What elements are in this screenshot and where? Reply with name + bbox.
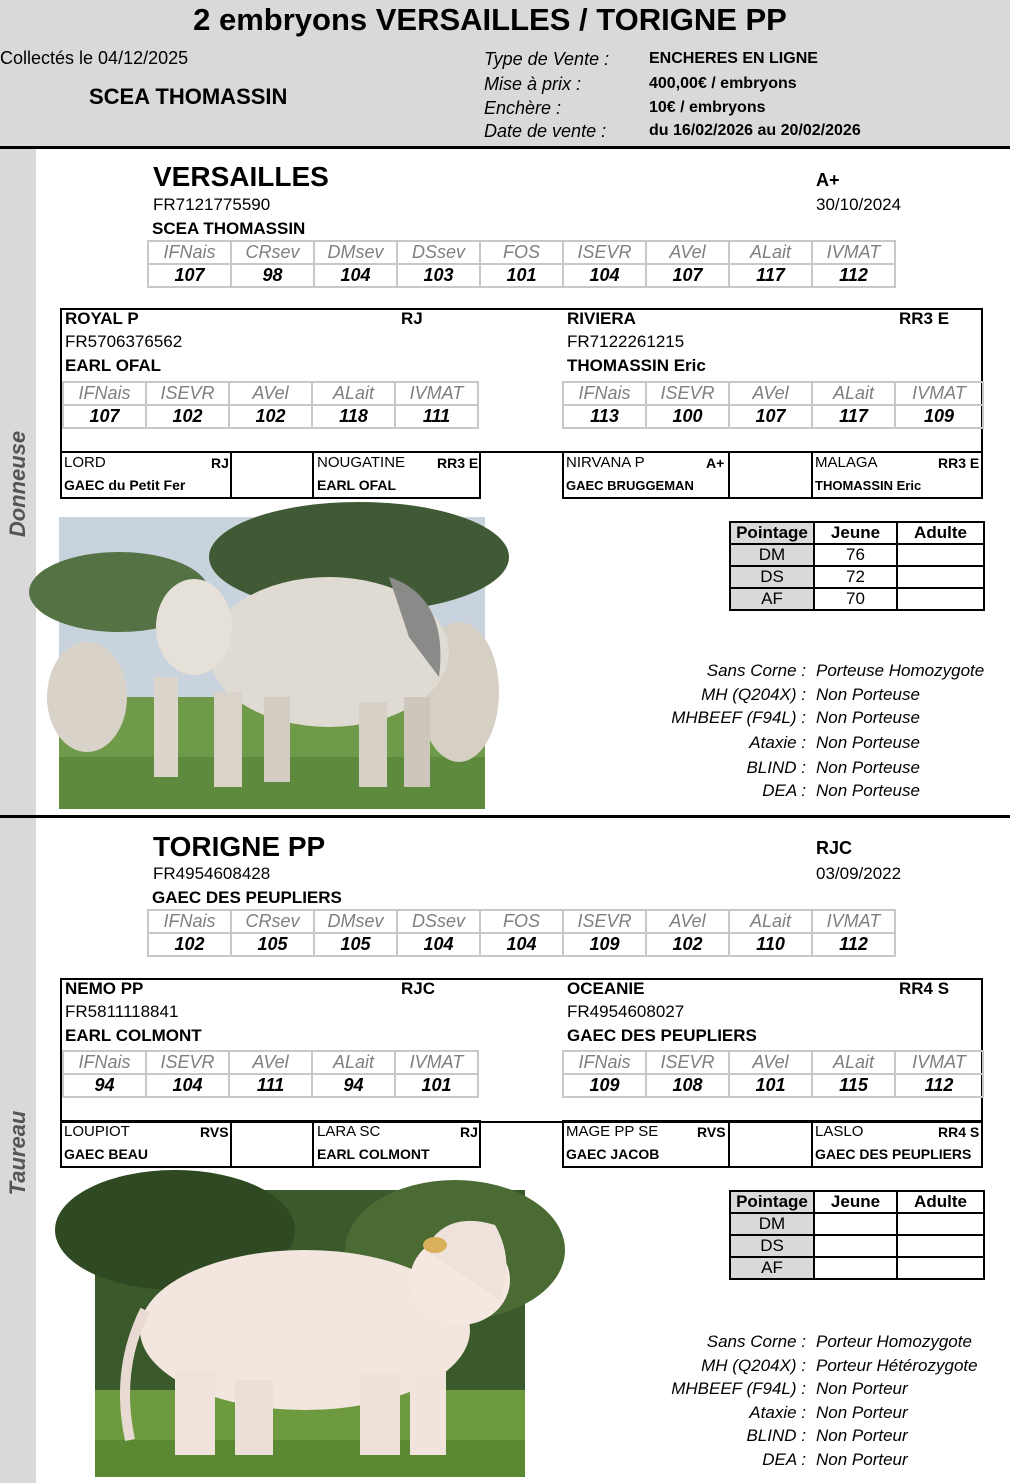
index-header: AVel: [729, 382, 812, 405]
cell-divider: [811, 451, 813, 499]
index-header: AVel: [229, 1051, 312, 1074]
bull-grade: RJC: [816, 838, 853, 858]
index-value: 101: [480, 264, 563, 287]
donor-dam-index-table: [562, 381, 984, 429]
index-header: ISEVR: [563, 241, 646, 264]
index-header: IVMAT: [395, 1051, 478, 1074]
index-value: 109: [895, 405, 983, 428]
index-value: 111: [229, 1074, 312, 1097]
index-header: ISEVR: [646, 382, 729, 405]
grandparent-name: LORD: [64, 454, 106, 471]
grandparent-owner: GAEC JACOB: [566, 1146, 660, 1162]
bull-name: TORIGNE PP: [153, 831, 326, 862]
index-header: IFNais: [63, 382, 146, 405]
pointage-header: Pointage: [730, 522, 814, 544]
index-value: 101: [395, 1074, 478, 1097]
donor-sire-grade: RJ: [401, 309, 423, 328]
index-value: 112: [895, 1074, 983, 1097]
pointage-adulte: [897, 544, 984, 566]
genetic-label: Ataxie :: [749, 733, 806, 752]
index-value: 113: [563, 405, 646, 428]
cell-divider: [230, 1120, 232, 1168]
page-title: 2 embryons VERSAILLES / TORIGNE PP: [193, 2, 787, 37]
index-header: DSsev: [397, 241, 480, 264]
index-value: 104: [563, 264, 646, 287]
cell-divider: [312, 451, 314, 499]
taureau-section-label: Taureau: [5, 1110, 30, 1196]
sale-type-label: Type de Vente :: [484, 49, 610, 69]
cell-divider: [230, 451, 232, 499]
genetic-label: MH (Q204X) :: [701, 685, 806, 704]
index-value: 94: [63, 1074, 146, 1097]
bull-pointage-table: [729, 1190, 985, 1280]
index-header: AVel: [646, 910, 729, 933]
bull-id: FR4954608428: [153, 864, 271, 883]
index-header: ALait: [812, 1051, 895, 1074]
grandparent-name: NIRVANA P: [566, 454, 645, 471]
bull-owner: GAEC DES PEUPLIERS: [152, 888, 342, 907]
pointage-label: DS: [730, 566, 814, 588]
genetic-label: DEA :: [762, 1450, 806, 1469]
index-header: CRsev: [231, 241, 314, 264]
pointage-header: Adulte: [897, 1191, 984, 1213]
genetic-value: Non Porteur: [816, 1426, 908, 1445]
grandparent-owner: GAEC DES PEUPLIERS: [815, 1146, 972, 1162]
index-header: IVMAT: [812, 241, 895, 264]
pointage-label: DS: [730, 1235, 814, 1257]
index-value: 104: [146, 1074, 229, 1097]
pointage-adulte: [897, 1235, 984, 1257]
grandparent-name: MALAGA: [815, 454, 878, 471]
pointage-adulte: [897, 566, 984, 588]
index-header: IFNais: [148, 241, 231, 264]
pointage-jeune: 70: [814, 588, 897, 610]
index-header: IVMAT: [895, 1051, 983, 1074]
genetic-value: Non Porteuse: [816, 758, 920, 777]
index-value: 107: [148, 264, 231, 287]
bull-sire-grade: RJC: [401, 979, 436, 998]
donor-sire-index-table: [62, 381, 479, 429]
grandparent-owner: EARL COLMONT: [317, 1146, 430, 1162]
header-divider: [0, 146, 1010, 149]
genetic-label: DEA :: [762, 781, 806, 800]
grandparent-name: LASLO: [815, 1123, 864, 1140]
donneuse-side-band: [0, 149, 36, 815]
index-header: FOS: [480, 241, 563, 264]
index-header: DMsev: [314, 910, 397, 933]
genetic-value: Non Porteuse: [816, 708, 920, 727]
index-value: 102: [646, 933, 729, 956]
index-header: ALait: [312, 382, 395, 405]
genetic-label: MHBEEF (F94L) :: [671, 708, 806, 727]
section-divider: [0, 815, 1010, 818]
grandparent-grade: RR3 E: [437, 455, 479, 471]
donneuse-section-label: Donneuse: [5, 430, 30, 538]
breeder-name: SCEA THOMASSIN: [89, 84, 288, 109]
pointage-jeune: [814, 1235, 897, 1257]
pointage-jeune: 72: [814, 566, 897, 588]
index-header: AVel: [229, 382, 312, 405]
bull-sire-owner: EARL COLMONT: [65, 1026, 202, 1045]
index-header: IVMAT: [895, 382, 983, 405]
index-header: ISEVR: [563, 910, 646, 933]
index-value: 103: [397, 264, 480, 287]
donor-sire-name: ROYAL P: [65, 309, 139, 328]
index-value: 112: [812, 933, 895, 956]
index-header: ALait: [812, 382, 895, 405]
bid-label: Enchère :: [484, 98, 562, 118]
grandparent-owner: EARL OFAL: [317, 477, 397, 493]
index-header: IVMAT: [395, 382, 478, 405]
genetic-label: BLIND :: [746, 758, 806, 777]
grandparent-grade: RJ: [460, 1124, 478, 1140]
pointage-label: AF: [730, 588, 814, 610]
grandparent-grade: RR3 E: [938, 455, 980, 471]
index-header: IFNais: [63, 1051, 146, 1074]
pointage-jeune: [814, 1257, 897, 1279]
index-value: 104: [480, 933, 563, 956]
pointage-jeune: [814, 1213, 897, 1235]
index-value: 98: [231, 264, 314, 287]
index-value: 105: [231, 933, 314, 956]
genetic-value: Non Porteuse: [816, 685, 920, 704]
donor-grade: A+: [816, 170, 840, 190]
pointage-header: Adulte: [897, 522, 984, 544]
donor-dam-name: RIVIERA: [567, 309, 636, 328]
bull-sire-name: NEMO PP: [65, 979, 144, 998]
bull-dam-name: OCEANIE: [567, 979, 645, 998]
index-header: ISEVR: [146, 1051, 229, 1074]
grandparent-grade: RVS: [697, 1124, 726, 1140]
grandparent-grade: RVS: [200, 1124, 229, 1140]
genetic-label: Sans Corne :: [706, 661, 806, 680]
index-value: 94: [312, 1074, 395, 1097]
cell-divider: [312, 1120, 314, 1168]
index-value: 115: [812, 1074, 895, 1097]
index-header: ALait: [312, 1051, 395, 1074]
index-header: IFNais: [563, 1051, 646, 1074]
sale-date-value: du 16/02/2026 au 20/02/2026: [649, 122, 861, 139]
genetic-value: Non Porteur: [816, 1379, 908, 1398]
index-value: 102: [146, 405, 229, 428]
index-value: 102: [229, 405, 312, 428]
donor-dam-grade: RR3 E: [899, 309, 950, 328]
index-header: FOS: [480, 910, 563, 933]
pointage-header: Pointage: [730, 1191, 814, 1213]
index-value: 110: [729, 933, 812, 956]
index-value: 107: [646, 264, 729, 287]
pointage-header: Jeune: [814, 522, 897, 544]
donor-id: FR7121775590: [153, 195, 271, 214]
index-value: 118: [312, 405, 395, 428]
index-value: 104: [314, 264, 397, 287]
index-value: 108: [646, 1074, 729, 1097]
genetic-value: Porteur Homozygote: [816, 1332, 972, 1351]
index-header: IFNais: [563, 382, 646, 405]
genetic-value: Porteuse Homozygote: [816, 661, 985, 680]
grandparent-grade: RR4 S: [938, 1124, 980, 1140]
index-value: 111: [395, 405, 478, 428]
index-value: 104: [397, 933, 480, 956]
genetic-value: Non Porteur: [816, 1450, 908, 1469]
grandparent-name: LARA SC: [317, 1123, 381, 1140]
bull-dam-id: FR4954608027: [567, 1002, 685, 1021]
grandparent-owner: GAEC BRUGGEMAN: [566, 478, 694, 493]
pointage-header: Jeune: [814, 1191, 897, 1213]
bull-index-table: [147, 909, 896, 957]
donor-dam-owner: THOMASSIN Eric: [567, 356, 706, 375]
cell-divider: [728, 1120, 730, 1168]
bull-sire-id: FR5811118841: [65, 1002, 179, 1021]
index-header: IFNais: [148, 910, 231, 933]
pointage-adulte: [897, 1257, 984, 1279]
genetic-label: Sans Corne :: [706, 1332, 806, 1351]
index-value: 117: [729, 264, 812, 287]
pointage-jeune: 76: [814, 544, 897, 566]
index-value: 101: [729, 1074, 812, 1097]
index-value: 102: [148, 933, 231, 956]
collection-date: Collectés le 04/12/2025: [0, 48, 189, 68]
index-header: CRsev: [231, 910, 314, 933]
index-value: 112: [812, 264, 895, 287]
index-header: ISEVR: [646, 1051, 729, 1074]
index-value: 109: [563, 933, 646, 956]
donor-cow-photo: [59, 517, 485, 809]
bull-sire-index-table: [62, 1050, 479, 1098]
grandparent-grade: RJ: [211, 455, 229, 471]
index-header: AVel: [729, 1051, 812, 1074]
index-value: 107: [63, 405, 146, 428]
genetic-value: Porteur Hétérozygote: [816, 1356, 978, 1375]
donor-sire-id: FR5706376562: [65, 332, 183, 351]
grandparent-name: NOUGATINE: [317, 454, 406, 471]
start-price-value: 400,00€ / embryons: [649, 75, 797, 92]
genetic-value: Non Porteuse: [816, 781, 920, 800]
bull-photo: [95, 1190, 525, 1477]
grandparent-owner: GAEC du Petit Fer: [64, 477, 186, 493]
grandparent-name: MAGE PP SE: [566, 1123, 659, 1140]
index-header: ISEVR: [146, 382, 229, 405]
genetic-value: Non Porteuse: [816, 733, 920, 752]
donor-dam-id: FR7122261215: [567, 332, 685, 351]
cell-divider: [728, 451, 730, 499]
pointage-adulte: [897, 1213, 984, 1235]
genetic-label: Ataxie :: [749, 1403, 806, 1422]
index-value: 117: [812, 405, 895, 428]
grandparent-grade: A+: [706, 455, 725, 471]
pointage-label: DM: [730, 544, 814, 566]
grandparent-owner: GAEC BEAU: [64, 1146, 149, 1162]
index-header: DSsev: [397, 910, 480, 933]
index-header: ALait: [729, 241, 812, 264]
taureau-side-band: [0, 818, 36, 1483]
genetic-label: BLIND :: [746, 1426, 806, 1445]
index-header: ALait: [729, 910, 812, 933]
index-value: 107: [729, 405, 812, 428]
index-header: IVMAT: [812, 910, 895, 933]
donor-sire-owner: EARL OFAL: [65, 356, 162, 375]
index-value: 109: [563, 1074, 646, 1097]
donor-pointage-table: [729, 521, 985, 611]
pointage-label: AF: [730, 1257, 814, 1279]
genetic-label: MH (Q204X) :: [701, 1356, 806, 1375]
donor-birth-date: 30/10/2024: [816, 195, 902, 214]
index-value: 100: [646, 405, 729, 428]
bull-dam-grade: RR4 S: [899, 979, 950, 998]
genetic-value: Non Porteur: [816, 1403, 908, 1422]
index-header: AVel: [646, 241, 729, 264]
grandparent-owner: THOMASSIN Eric: [815, 478, 922, 493]
pointage-adulte: [897, 588, 984, 610]
grandparent-name: LOUPIOT: [64, 1123, 130, 1140]
genetic-label: MHBEEF (F94L) :: [671, 1379, 806, 1398]
index-value: 105: [314, 933, 397, 956]
donor-index-table: [147, 240, 896, 288]
bid-value: 10€ / embryons: [649, 99, 766, 116]
pointage-label: DM: [730, 1213, 814, 1235]
bull-dam-index-table: [562, 1050, 984, 1098]
sale-date-label: Date de vente :: [484, 121, 607, 141]
cell-divider: [811, 1120, 813, 1168]
bull-birth-date: 03/09/2022: [816, 864, 902, 883]
index-header: DMsev: [314, 241, 397, 264]
start-price-label: Mise à prix :: [484, 74, 582, 94]
donor-name: VERSAILLES: [153, 161, 329, 192]
sale-type-value: ENCHERES EN LIGNE: [649, 50, 818, 67]
bull-dam-owner: GAEC DES PEUPLIERS: [567, 1026, 757, 1045]
donor-owner: SCEA THOMASSIN: [152, 219, 306, 238]
